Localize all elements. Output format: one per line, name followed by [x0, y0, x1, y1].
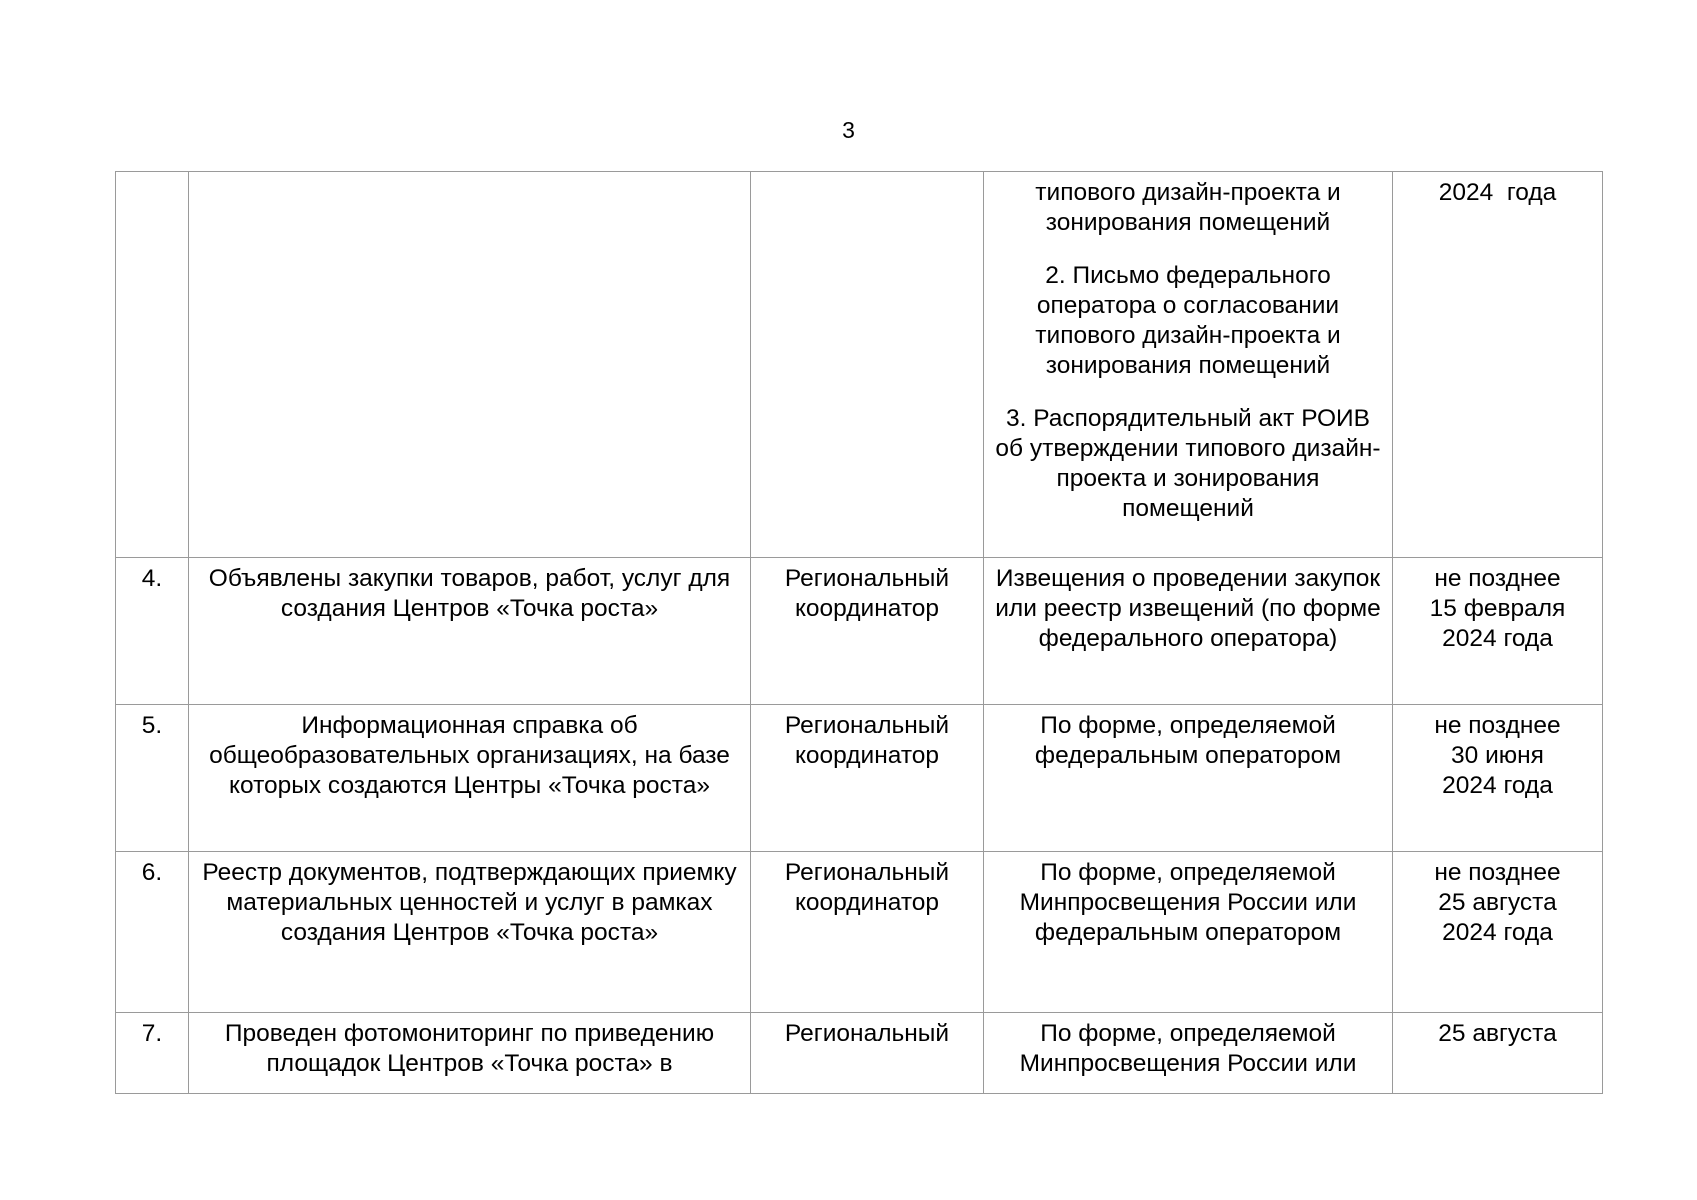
term-line: не позднее	[1434, 712, 1561, 739]
table-row	[116, 852, 1603, 1013]
row-number-cell: 6.	[116, 852, 189, 1013]
table-row	[116, 172, 1603, 558]
page-number: 3	[842, 117, 855, 143]
term-line: 2024 года	[1442, 772, 1553, 799]
document-cell	[984, 172, 1393, 558]
responsible-cell: Региональный координатор	[751, 705, 984, 852]
document-cell	[984, 1013, 1393, 1094]
term-line: 25 августа	[1438, 1020, 1557, 1047]
term-line: 2024 года	[1442, 919, 1553, 946]
row-number-cell	[116, 172, 189, 558]
term-line: 2024 года	[1442, 625, 1553, 652]
document-cell	[984, 852, 1393, 1013]
event-cell	[189, 172, 751, 558]
table-row	[116, 558, 1603, 705]
document-paragraph: По форме, определяемой Минпросвещения России или федеральным оператором	[1019, 859, 1357, 946]
term-cell	[1393, 558, 1603, 705]
term-line: не позднее	[1434, 565, 1561, 592]
event-cell: Объявлены закупки товаров, работ, услуг для создания Центров «Точка роста»	[189, 558, 751, 705]
document-paragraph: Извещения о проведении закупок или реестр извещений (по форме федерального оператора)	[995, 565, 1381, 652]
event-cell: Проведен фотомониторинг по приведению площадок Центров «Точка роста» в	[189, 1013, 751, 1094]
term-line: 2024 года	[1438, 179, 1557, 206]
document-paragraph: По форме, определяемой Минпросвещения России или	[1019, 1020, 1357, 1077]
term-cell	[1393, 705, 1603, 852]
term-line: 15 февраля	[1429, 595, 1566, 622]
document-paragraph: типового дизайн-проекта и зонирования помещений	[1035, 179, 1341, 236]
schedule-table	[115, 171, 1603, 1094]
document-cell	[984, 705, 1393, 852]
table-row	[116, 1013, 1603, 1094]
event-cell: Реестр документов, подтверждающих приемку материальных ценностей и услуг в рамках создания Центров «Точка роста»	[189, 852, 751, 1013]
responsible-cell: Региональный	[751, 1013, 984, 1094]
term-cell	[1393, 172, 1603, 558]
term-line: 30 июня	[1451, 742, 1544, 769]
event-cell: Информационная справка об общеобразовательных организациях, на базе которых создаются Центры «Точка роста»	[189, 705, 751, 852]
document-paragraph: По форме, определяемой федеральным оператором	[1034, 712, 1342, 769]
term-line: не позднее	[1434, 859, 1561, 886]
term-cell	[1393, 1013, 1603, 1094]
document-paragraph: 3. Распорядительный акт РОИВ об утверждении типового дизайн-проекта и зонирования помещений	[995, 405, 1381, 522]
row-number-cell: 4.	[116, 558, 189, 705]
responsible-cell	[751, 172, 984, 558]
document-paragraph: 2. Письмо федерального оператора о согласовании типового дизайн-проекта и зонирования помещений	[1035, 262, 1341, 379]
responsible-cell: Региональный координатор	[751, 558, 984, 705]
term-cell	[1393, 852, 1603, 1013]
row-number-cell: 5.	[116, 705, 189, 852]
table-row	[116, 705, 1603, 852]
table-body	[116, 172, 1603, 1094]
row-number-cell: 7.	[116, 1013, 189, 1094]
term-line: 25 августа	[1438, 889, 1557, 916]
document-cell	[984, 558, 1393, 705]
responsible-cell: Региональный координатор	[751, 852, 984, 1013]
